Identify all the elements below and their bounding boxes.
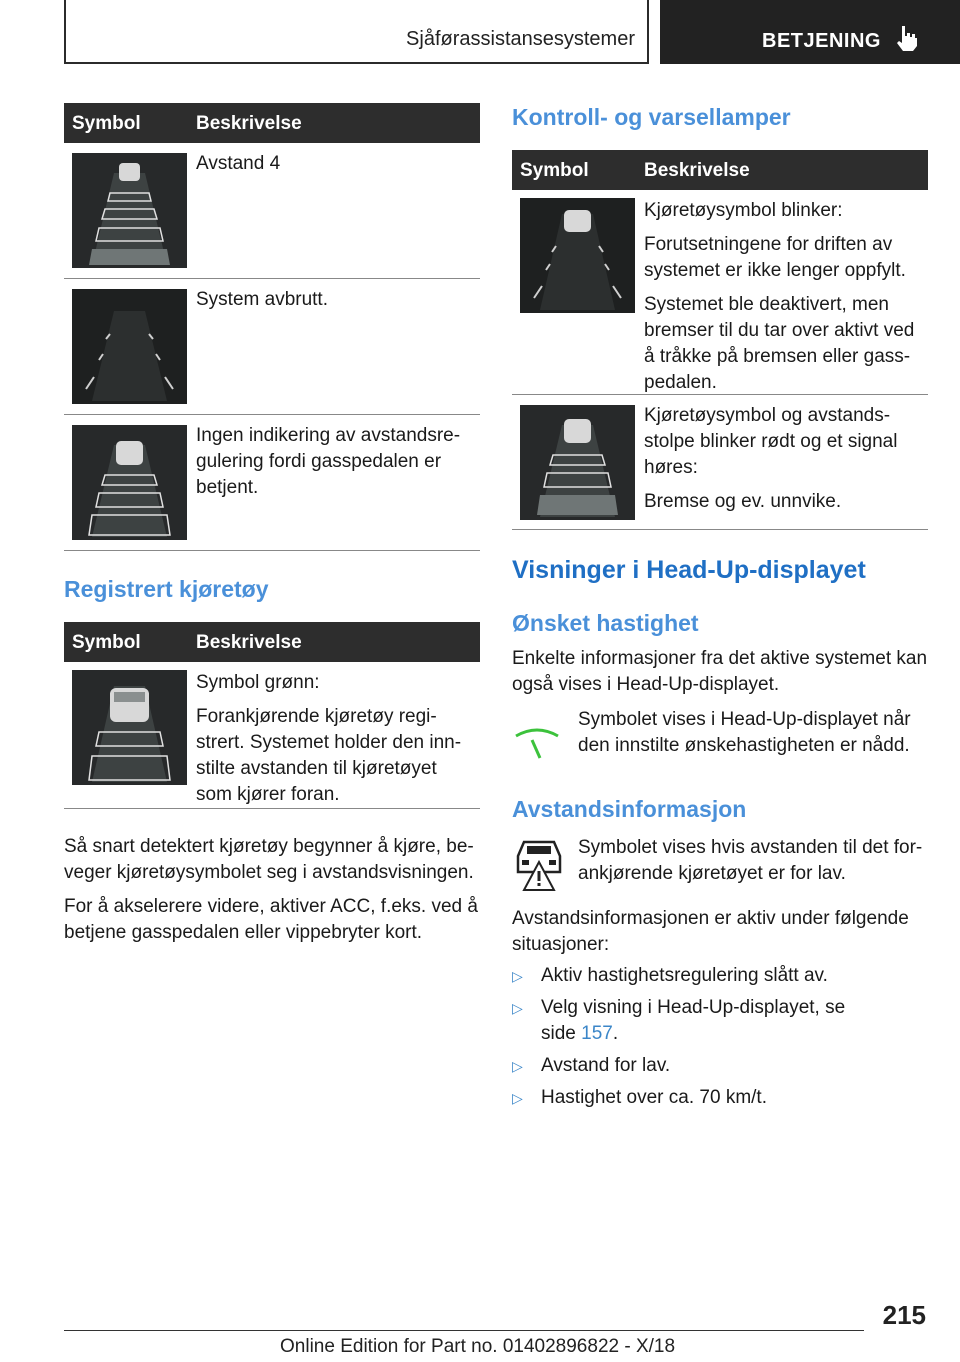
icon-description: Symbolet vises hvis avstanden til det for-ankjørende kjøretøyet er for lav. (578, 837, 923, 884)
table-row (64, 279, 480, 415)
desired-speed-hud-icon (514, 722, 560, 762)
row-text: Kjøretøysymbol blinker: (644, 200, 843, 221)
bullet-marker-icon: ▷ (512, 968, 523, 984)
vehicle-blinking-icon (520, 198, 635, 313)
table-row (512, 190, 928, 395)
row-text: Bremse og ev. unnvike. (644, 491, 842, 512)
list-item-text: Velg visning i Head-Up-displayet, se (541, 997, 846, 1018)
page-number: 215 (882, 1300, 926, 1330)
list-item-text: Avstand for lav. (541, 1055, 671, 1076)
col-symbol: Symbol (520, 160, 589, 181)
table-row (512, 395, 928, 530)
col-description: Beskrivelse (196, 113, 302, 134)
row-text: System avbrutt. (196, 289, 328, 310)
vehicle-red-warning-icon (520, 405, 635, 520)
row-text: Kjøretøysymbol og avstands-stolpe blinker rødt og et signal høres: (644, 405, 898, 478)
section-heading: Kontroll- og varsellamper (512, 104, 791, 130)
icon-description: Symbolet vises i Head-Up-displayet når den innstilte ønskehastigheten er nådd. (578, 709, 911, 756)
footer-divider (64, 1330, 864, 1331)
paragraph: For å akselerere videre, aktiver ACC, f.eks. ved å betjene gasspedalen eller vippebryter kort. (64, 896, 478, 943)
page-reference: side 157. (541, 1023, 619, 1044)
distance-table (64, 103, 480, 551)
row-text: Ingen indikering av avstandsre-gulering fordi gasspedalen er betjent. (196, 425, 461, 498)
row-text: Avstand 4 (196, 153, 281, 174)
subsection-heading: Ønsket hastighet (512, 610, 699, 636)
section-heading: Registrert kjøretøy (64, 576, 269, 602)
bullet-marker-icon: ▷ (512, 1090, 523, 1106)
no-distance-regulation-icon (72, 425, 187, 540)
detected-vehicle-icon (72, 670, 187, 785)
table-row (64, 662, 480, 809)
col-description: Beskrivelse (644, 160, 750, 181)
table-header (64, 103, 480, 143)
header-section-box (660, 0, 960, 64)
table-header (64, 622, 480, 662)
bullet-marker-icon: ▷ (512, 1058, 523, 1074)
col-symbol: Symbol (72, 632, 141, 653)
footer-edition: Online Edition for Part no. 01402896822 - X/18 (280, 1336, 676, 1357)
header-chapter: Sjåførassistansesystemer (406, 28, 635, 50)
row-text: Systemet ble deaktivert, men bremser til du tar over aktivt ved å tråkke på bremsen eller gass-pedalen. (644, 294, 915, 393)
header-section: BETJENING (762, 30, 881, 52)
section-heading: Visninger i Head-Up-displayet (512, 556, 866, 584)
list-item-text: Aktiv hastighetsregulering slått av. (541, 965, 828, 986)
col-symbol: Symbol (72, 113, 141, 134)
distance-4-symbol-icon (72, 153, 187, 268)
paragraph: Så snart detektert kjøretøy begynner å kjøre, be-veger kjøretøysymbolet seg i avstandsvisningen. (64, 836, 474, 883)
col-description: Beskrivelse (196, 632, 302, 653)
paragraph: Enkelte informasjoner fra det aktive systemet kan også vises i Head-Up-displayet. (512, 648, 928, 695)
row-text: Forankjørende kjøretøy regi-strert. Systemet holder den inn-stilte avstanden til kjøretøyet som kjører foran. (196, 706, 462, 805)
row-text: Forutsetningene for driften av systemet er ikke lenger oppfylt. (644, 234, 906, 281)
hand-pointer-icon (894, 24, 920, 52)
table-row (64, 143, 480, 279)
system-interrupted-icon (72, 289, 187, 404)
warning-lamps-table (512, 150, 928, 530)
row-text: Symbol grønn: (196, 672, 320, 693)
detected-vehicle-table (64, 622, 480, 809)
list-item-text: Hastighet over ca. 70 km/t. (541, 1087, 767, 1108)
distance-warning-car-icon (514, 838, 564, 892)
table-row (64, 415, 480, 551)
table-header (512, 150, 928, 190)
page-link[interactable]: 157 (581, 1023, 613, 1044)
bullet-marker-icon: ▷ (512, 1000, 523, 1016)
page-reference-label: side (541, 1023, 576, 1044)
subsection-heading: Avstandsinformasjon (512, 796, 747, 822)
paragraph: Avstandsinformasjonen er aktiv under følgende situasjoner: (512, 908, 909, 955)
header-chapter-box (64, 0, 649, 64)
